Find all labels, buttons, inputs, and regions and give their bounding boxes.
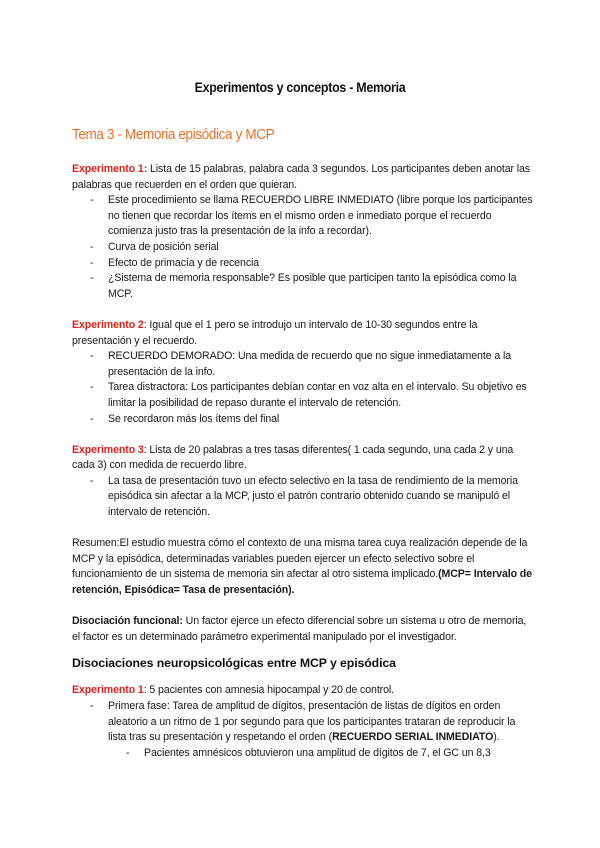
list-item: - La tasa de presentación tuvo un efecto selectivo en la tasa de rendimiento de la memoria episódica sin afectar a la MCP, justo el patrón contrario obtenido cuando se manipuló el intervalo de retención. [108,474,534,521]
spacer [72,427,534,443]
section-title: Tema 3 - Memoria episódica y MCP [72,126,275,143]
list-item: - RECUERDO DEMORADO: Una medida de recuerdo que no sigue inmediatamente a la presentación de la info. [108,349,534,380]
list-item: - Se recordaron más los ítems del final [108,412,534,428]
list-item: - ¿Sistema de memoria responsable? Es posible que participen tanto la episódica como la MCP. [108,271,534,302]
list-item: - Este procedimiento se llama RECUERDO LIBRE INMEDIATO (libre porque los participantes no tienen que recordar los ítems en el mismo orden e inmediato porque el recuerdo comienza justo tras la presentación de la info a recordar). [108,193,534,240]
dissociation-label: Disociación funcional: [72,615,183,628]
experiment-1-label: Experimento 1: [72,163,148,175]
list-item [108,699,534,761]
list-item: - Tarea distractora: Los participantes debían contar en voz alta en el intervalo. Su objetivo es limitar la posibilidad de repaso durante el intervalo de retención. [108,380,534,411]
nested-list [108,746,534,762]
list-item: - Pacientes amnésicos obtuvieron una amplitud de dígitos de 7, el GC un 8,3 [144,746,534,762]
document-title: Experimentos y conceptos - Memoria [194,80,406,95]
experiment-2-list [72,349,534,427]
experiment-1-list [72,193,534,302]
list-item: - Curva de posición serial [108,240,534,256]
first-phase-text: Primera fase: Tarea de amplitud de dígitos, presentación de listas de dígitos en orden aleatorio a un ritmo de 1 por segundo para que los participantes trataran de reproducir la lista tras su presentación y respetando el orden ( [108,700,516,744]
experiment-1-text: Lista de 15 palabras, palabra cada 3 segundos. Los participantes deben anotar las palabras que recuerden en el orden que quieran. [72,163,531,191]
dissociation-text: Un factor ejerce un efecto diferencial sobre un sistema u otro de memoria, el factor es un determinado parámetro experimental manipulado por el investigador. [72,615,527,643]
neuro-experiment-1-text: : 5 pacientes con amnesia hipocampal y 20 de control. [143,684,394,697]
experiment-2-text: : Igual que el 1 pero se introdujo un intervalo de 10-30 segundos entre la presentación y el recuerdo. [72,318,478,347]
experiment-3-label: Experimento 3 [72,443,144,456]
experiment-3-text: : Lista de 20 palabras a tres tasas diferentes( 1 cada segundo, una cada 2 y una cada 3) con medida de recuerdo libre. [72,443,514,472]
dissociation-paragraph [72,614,534,645]
experiment-2-paragraph [72,318,534,349]
subheading: Disociaciones neuropsicológicas entre MCP y episódica [72,656,396,671]
neuro-experiment-1-label: Experimento 1 [72,684,144,697]
spacer [72,645,534,655]
first-phase-bold: RECUERDO SERIAL INMEDIATO [332,731,494,744]
spacer [72,671,534,683]
experiment-3-list [72,474,534,521]
summary-paragraph [72,536,534,598]
list-item: - Efecto de primacía y de recencia [108,256,534,272]
experiment-3-paragraph [72,443,534,474]
spacer [72,302,534,318]
summary-text: Resumen:El estudio muestra cómo el contexto de una misma tarea cuya realización depende de la MCP y la episódica, determinadas variables pueden ejercer un efecto selectivo sobre el funcionamiento de un sistema de memoria sin afectar al otro sistema implicado. [72,537,528,581]
neuro-experiment-1-list [72,699,534,761]
experiment-2-label: Experimento 2 [72,318,144,331]
spacer [72,521,534,537]
first-phase-end: ). [493,731,500,744]
neuro-experiment-1-paragraph [72,683,534,699]
document-body [72,162,534,761]
experiment-1-paragraph [72,162,534,193]
spacer [72,599,534,615]
summary-bold: (MCP= Intervalo de retención, Episódica= Tasa de presentación). [72,568,532,597]
